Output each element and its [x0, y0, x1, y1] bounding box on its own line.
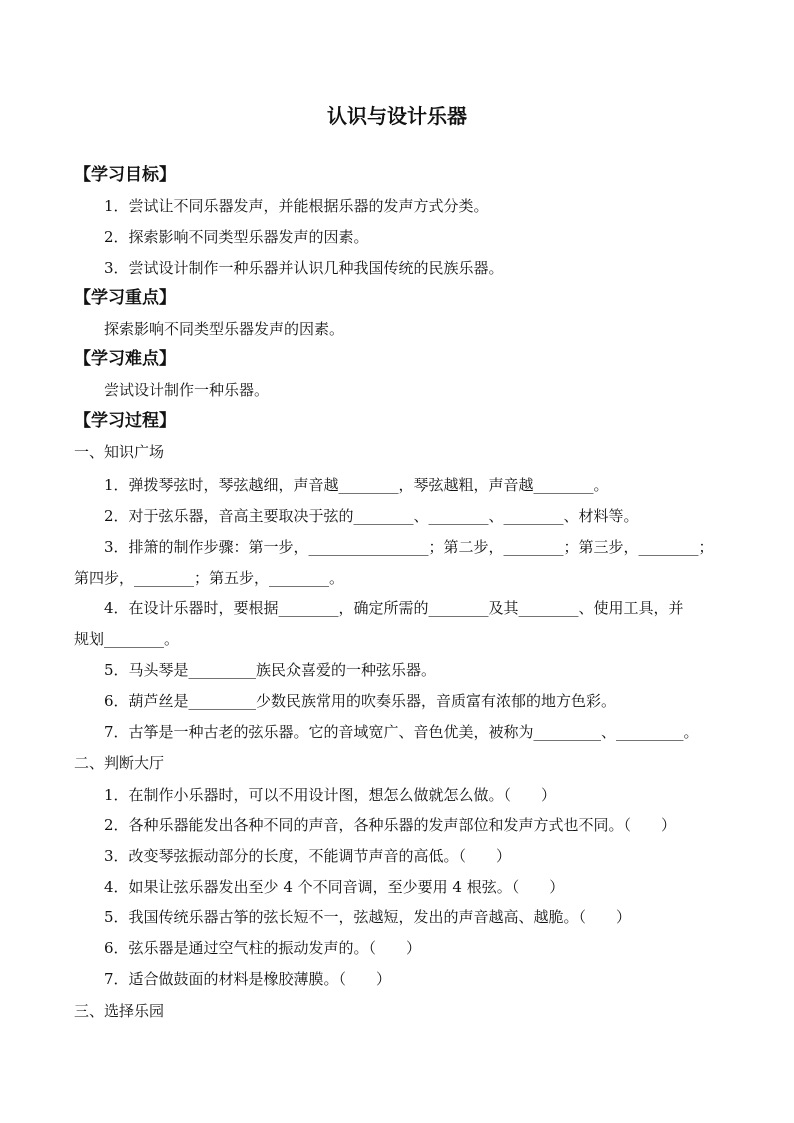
- section2-line-7: 7．适合做鼓面的材料是橡胶薄膜。（ ）: [104, 970, 392, 988]
- section2-line-3: 3．改变琴弦振动部分的长度，不能调节声音的高低。（ ）: [104, 847, 512, 865]
- section3-title: 三、选择乐园: [74, 1002, 165, 1020]
- goals-heading: 【学习目标】: [74, 165, 176, 185]
- section2-line-1: 1．在制作小乐器时，可以不用设计图，想怎么做就怎么做。（ ）: [104, 786, 557, 804]
- difficulty-text: 尝试设计制作一种乐器。: [104, 381, 270, 399]
- section1-line-3: 3．排箫的制作步骤：第一步，________________；第二步，________；第三步，________；: [104, 538, 714, 556]
- section1-line-6: 6．葫芦丝是_________少数民族常用的吹奏乐器，音质富有浓郁的地方色彩。: [104, 692, 617, 710]
- section2-title: 二、判断大厅: [74, 754, 165, 772]
- section1-line-2: 2．对于弦乐器，音高主要取决于弦的________、________、________、材料等。: [104, 507, 639, 525]
- section1-line-4: 4．在设计乐器时，要根据________，确定所需的________及其________、使用工具，并: [104, 599, 684, 617]
- page-title: 认识与设计乐器: [327, 104, 467, 128]
- section2-line-4: 4．如果让弦乐器发出至少 4 个不同音调，至少要用 4 根弦。（ ）: [104, 878, 565, 896]
- section2-line-2: 2．各种乐器能发出各种不同的声音，各种乐器的发声部位和发声方式也不同。（ ）: [104, 816, 677, 834]
- key-points-heading: 【学习重点】: [74, 288, 176, 308]
- goal-item-3: 3．尝试设计制作一种乐器并认识几种我国传统的民族乐器。: [104, 259, 504, 277]
- process-heading: 【学习过程】: [74, 411, 176, 431]
- section1-line-5: 5．马头琴是_________族民众喜爱的一种弦乐器。: [104, 661, 437, 679]
- section2-line-5: 5．我国传统乐器古筝的弦长短不一，弦越短，发出的声音越高、越脆。（ ）: [104, 908, 632, 926]
- goal-item-1: 1．尝试让不同乐器发声，并能根据乐器的发声方式分类。: [104, 197, 489, 215]
- section1-title: 一、知识广场: [74, 443, 165, 461]
- section1-line-3-cont: 第四步，________；第五步，________。: [74, 569, 345, 587]
- goal-item-2: 2．探索影响不同类型乐器发声的因素。: [104, 228, 369, 246]
- section1-line-4-cont: 规划________。: [74, 630, 180, 648]
- section2-line-6: 6．弦乐器是通过空气柱的振动发声的。（ ）: [104, 939, 422, 957]
- difficulty-heading: 【学习难点】: [74, 349, 176, 369]
- section1-line-7: 7．古筝是一种古老的弦乐器。它的音域宽广、音色优美，被称为_________、_________。: [104, 723, 699, 741]
- section1-line-1: 1．弹拨琴弦时，琴弦越细，声音越________，琴弦越粗，声音越________。: [104, 476, 609, 494]
- key-points-text: 探索影响不同类型乐器发声的因素。: [104, 320, 345, 338]
